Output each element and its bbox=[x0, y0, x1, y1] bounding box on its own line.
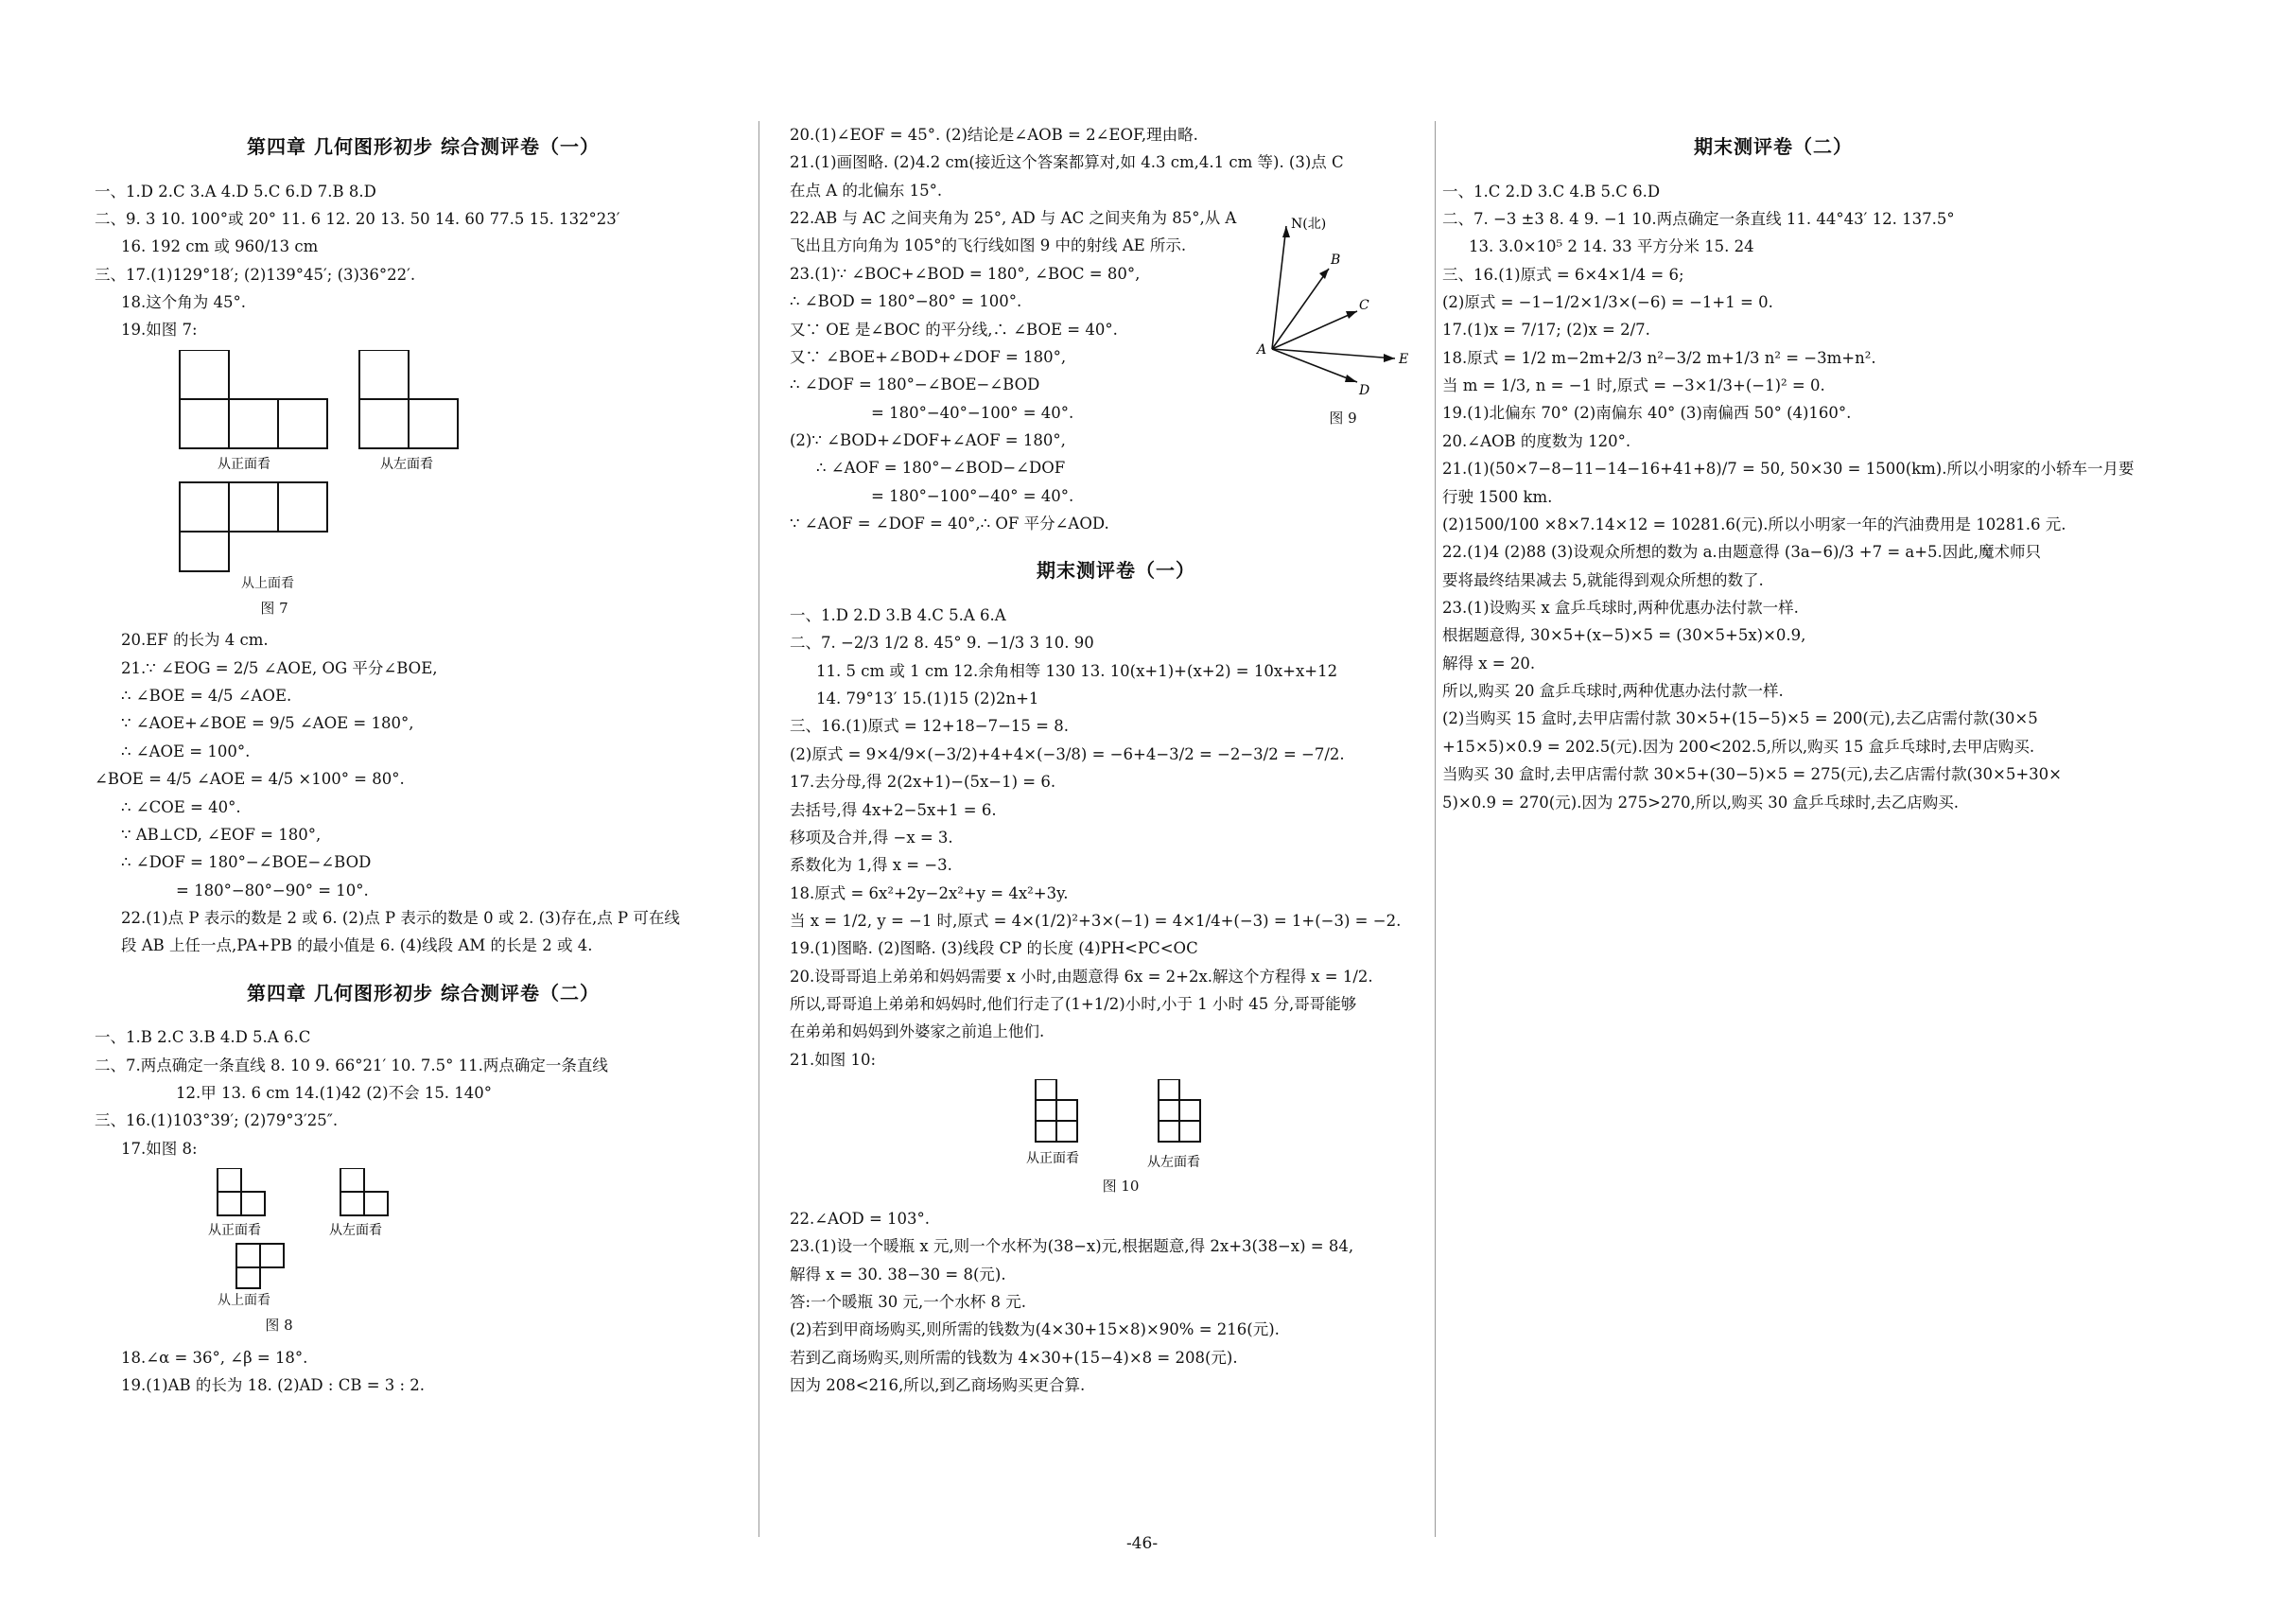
answer-line: 解得 x = 30. 38−30 = 8(元). bbox=[790, 1265, 1006, 1283]
figure-7-caption: 图 7 bbox=[260, 599, 288, 617]
answer-line: 当购买 30 盒时,去甲店需付款 30×5+(30−5)×5 = 275(元),去乙店需付款(30×5+30× bbox=[1442, 765, 2062, 784]
answer-line: 18.原式 = 6x²+2y−2x²+y = 4x²+3y. bbox=[790, 883, 1069, 902]
answer-line: 22.(1)点 P 表示的数是 2 或 6. (2)点 P 表示的数是 0 或 2. (3)存在,点 P 可在线 bbox=[121, 908, 680, 927]
section-title: 第四章 几何图形初步 综合测评卷（二） bbox=[247, 981, 600, 1004]
figure-9-label-c: C bbox=[1359, 298, 1369, 313]
answer-line: 21.(1)(50×7−8−11−14−16+41+8)/7 = 50, 50×30 = 1500(km).所以小明家的小轿车一月要 bbox=[1442, 460, 2135, 479]
answer-line: 三、16.(1)原式 = 12+18−7−15 = 8. bbox=[790, 717, 1069, 736]
answer-line: = 180°−80°−90° = 10°. bbox=[176, 881, 369, 899]
answer-line: 22.AB 与 AC 之间夹角为 25°, AD 与 AC 之间夹角为 85°,从 A bbox=[790, 209, 1237, 228]
figure-8-label-left: 从左面看 bbox=[329, 1223, 382, 1239]
answer-line: 要将最终结果减去 5,就能得到观众所想的数了. bbox=[1442, 570, 1764, 589]
answer-line: 二、7.两点确定一条直线 8. 10 9. 66°21′ 10. 7.5° 11.两点确定一条直线 bbox=[95, 1056, 608, 1074]
answer-line: 12.甲 13. 6 cm 14.(1)42 (2)不会 15. 140° bbox=[176, 1083, 493, 1102]
answer-line: 13. 3.0×10⁵ 2 14. 33 平方分米 15. 24 bbox=[1469, 237, 1754, 256]
answer-line: 三、16.(1)原式 = 6×4×1/4 = 6; bbox=[1442, 265, 1684, 284]
answer-line: 又∵ OE 是∠BOC 的平分线,∴ ∠BOE = 40°. bbox=[790, 320, 1118, 339]
answer-line: ∴ ∠BOE = 4/5 ∠AOE. bbox=[121, 687, 292, 706]
answer-line: ∴ ∠AOF = 180°−∠BOD−∠DOF bbox=[816, 459, 1066, 478]
answer-line: 17.(1)x = 7/17; (2)x = 2/7. bbox=[1442, 321, 1650, 340]
answer-line: 若到乙商场购买,则所需的钱数为 4×30+(15−4)×8 = 208(元). bbox=[790, 1348, 1238, 1367]
answer-line: 22.∠AOD = 103°. bbox=[790, 1209, 931, 1228]
answer-line: 一、1.B 2.C 3.B 4.D 5.A 6.C bbox=[95, 1028, 311, 1047]
figure-9 bbox=[1253, 217, 1433, 431]
answer-line: (2)若到甲商场购买,则所需的钱数为(4×30+15×8)×90% = 216(元). bbox=[790, 1320, 1280, 1339]
figure-8 bbox=[199, 1168, 752, 1338]
figure-7-label-front: 从正面看 bbox=[218, 456, 270, 472]
answer-line: 18.∠α = 36°, ∠β = 18°. bbox=[121, 1348, 308, 1367]
answer-line: 二、7. −3 ±3 8. 4 9. −1 10.两点确定一条直线 11. 44°43′ 12. 137.5° bbox=[1442, 209, 1955, 228]
answer-line: 19.(1)北偏东 70° (2)南偏东 40° (3)南偏西 50° (4)160°. bbox=[1442, 404, 1852, 423]
figure-7-label-left: 从左面看 bbox=[380, 456, 433, 472]
answer-line: 23.(1)∵ ∠BOC+∠BOD = 180°, ∠BOC = 80°, bbox=[790, 264, 1141, 283]
answer-line: 一、1.C 2.D 3.C 4.B 5.C 6.D bbox=[1442, 182, 1661, 201]
answer-line: 在点 A 的北偏东 15°. bbox=[790, 181, 943, 200]
answer-line: (2)原式 = 9×4/9×(−3/2)+4+4×(−3/8) = −6+4−3/2 = −2−3/2 = −7/2. bbox=[790, 744, 1345, 763]
answer-line: ∴ ∠AOE = 100°. bbox=[121, 742, 251, 760]
figure-9-label-north: N(北) bbox=[1291, 217, 1327, 232]
figure-7 bbox=[151, 350, 752, 621]
column-1 bbox=[95, 121, 752, 1399]
answer-line: 23.(1)设购买 x 盒乒乓球时,两种优惠办法付款一样. bbox=[1442, 598, 1799, 617]
answer-line: 三、17.(1)129°18′; (2)139°45′; (3)36°22′. bbox=[95, 265, 416, 284]
column-2 bbox=[790, 121, 1442, 1399]
figure-10-drawing bbox=[1026, 1079, 1234, 1174]
answer-line: ∴ ∠DOF = 180°−∠BOE−∠BOD bbox=[790, 375, 1040, 394]
answer-line: 19.如图 7: bbox=[121, 321, 198, 340]
figure-10-label-front: 从正面看 bbox=[1026, 1151, 1079, 1167]
page-number: -46- bbox=[1125, 1534, 1159, 1553]
answer-line: ∴ ∠COE = 40°. bbox=[121, 797, 241, 816]
section-title: 第四章 几何图形初步 综合测评卷（一） bbox=[247, 135, 600, 158]
figure-9-drawing bbox=[1253, 217, 1433, 406]
figure-7-label-top: 从上面看 bbox=[241, 575, 294, 591]
answer-line: 飞出且方向角为 105°的飞行线如图 9 中的射线 AE 所示. bbox=[790, 236, 1187, 255]
answer-line: 19.(1)图略. (2)图略. (3)线段 CP 的长度 (4)PH<PC<OC bbox=[790, 939, 1198, 958]
answer-block bbox=[790, 602, 1442, 1074]
figure-8-label-front: 从正面看 bbox=[208, 1223, 261, 1239]
answer-line: ∵ ∠AOE+∠BOE = 9/5 ∠AOE = 180°, bbox=[121, 714, 414, 733]
answer-line: 22.(1)4 (2)88 (3)设观众所想的数为 a.由题意得 (3a−6)/3 +7 = a+5.因此,魔术师只 bbox=[1442, 543, 2042, 562]
answer-line: 18.原式 = 1/2 m−2m+2/3 n²−3/2 m+1/3 n² = −3m+n². bbox=[1442, 348, 1876, 367]
section-title: 期末测评卷（二） bbox=[1694, 135, 1853, 158]
column-divider-1 bbox=[758, 121, 759, 1537]
answer-line: 当 x = 1/2, y = −1 时,原式 = 4×(1/2)²+3×(−1) = 4×1/4+(−3) = 1+(−3) = −2. bbox=[790, 911, 1402, 930]
answer-block bbox=[95, 178, 752, 344]
answer-line: 三、16.(1)103°39′; (2)79°3′25″. bbox=[95, 1111, 339, 1130]
answer-line: 17.去分母,得 2(2x+1)−(5x−1) = 6. bbox=[790, 773, 1056, 792]
answer-line: 段 AB 上任一点,PA+PB 的最小值是 6. (4)线段 AM 的长是 2 或 4. bbox=[121, 936, 593, 955]
figure-9-label-e: E bbox=[1399, 352, 1409, 367]
answer-line: ∠BOE = 4/5 ∠AOE = 4/5 ×100° = 80°. bbox=[95, 770, 405, 789]
answer-line: ∵ AB⊥CD, ∠EOF = 180°, bbox=[121, 825, 322, 844]
answer-line: 移项及合并,得 −x = 3. bbox=[790, 828, 953, 847]
section-title: 期末测评卷（一） bbox=[1037, 559, 1195, 583]
answer-line: 所以,哥哥追上弟弟和妈妈时,他们行走了(1+1/2)小时,小于 1 小时 45 分,哥哥能够 bbox=[790, 995, 1357, 1014]
answer-line: ∵ ∠AOF = ∠DOF = 40°,∴ OF 平分∠AOD. bbox=[790, 515, 1109, 533]
answer-line: 23.(1)设一个暖瓶 x 元,则一个水杯为(38−x)元,根据题意,得 2x+3(38−x) = 84, bbox=[790, 1237, 1354, 1256]
answer-line: 系数化为 1,得 x = −3. bbox=[790, 856, 952, 875]
answer-line: ∴ ∠BOD = 180°−80° = 100°. bbox=[790, 292, 1022, 311]
answer-line: 一、1.D 2.C 3.A 4.D 5.C 6.D 7.B 8.D bbox=[95, 182, 376, 201]
answer-line: 21.(1)画图略. (2)4.2 cm(接近这个答案都算对,如 4.3 cm,4.1 cm 等). (3)点 C bbox=[790, 153, 1344, 172]
answer-block bbox=[790, 1205, 1442, 1400]
answer-line: 20.∠AOB 的度数为 120°. bbox=[1442, 431, 1631, 450]
answer-line: 行驶 1500 km. bbox=[1442, 487, 1553, 506]
figure-9-label-b: B bbox=[1331, 253, 1341, 268]
figure-7-drawing bbox=[151, 350, 492, 572]
figure-10-caption: 图 10 bbox=[1102, 1178, 1140, 1196]
answer-line: 解得 x = 20. bbox=[1442, 654, 1536, 672]
answer-line: = 180°−40°−100° = 40°. bbox=[871, 403, 1074, 422]
answer-line: = 180°−100°−40° = 40°. bbox=[871, 486, 1074, 505]
answer-line: 因为 208<216,所以,到乙商场购买更合算. bbox=[790, 1375, 1086, 1394]
answer-line: 16. 192 cm 或 960/13 cm bbox=[121, 237, 319, 256]
figure-9-caption: 图 9 bbox=[1329, 410, 1357, 427]
figure-8-caption: 图 8 bbox=[265, 1316, 293, 1334]
answer-block bbox=[1442, 178, 2135, 816]
answer-line: 二、7. −2/3 1/2 8. 45° 9. −1/3 3 10. 90 bbox=[790, 634, 1094, 653]
answer-line: 19.(1)AB 的长为 18. (2)AD : CB = 3 : 2. bbox=[121, 1376, 426, 1394]
answer-line: 去括号,得 4x+2−5x+1 = 6. bbox=[790, 800, 997, 819]
answer-line: 20.设哥哥追上弟弟和妈妈需要 x 小时,由题意得 6x = 2+2x.解这个方程得 x = 1/2. bbox=[790, 967, 1373, 986]
answer-line: 20.(1)∠EOF = 45°. (2)结论是∠AOB = 2∠EOF,理由略. bbox=[790, 126, 1198, 144]
answer-block bbox=[95, 1344, 752, 1400]
answer-line: (2)原式 = −1−1/2×1/3×(−6) = −1+1 = 0. bbox=[1442, 293, 1773, 312]
answer-line: 5)×0.9 = 270(元).因为 275>270,所以,购买 30 盒乒乓球时,去乙店购买. bbox=[1442, 793, 1959, 812]
figure-10 bbox=[1026, 1079, 1442, 1199]
answer-line: 答:一个暖瓶 30 元,一个水杯 8 元. bbox=[790, 1292, 1027, 1311]
answer-line: 17.如图 8: bbox=[121, 1139, 198, 1158]
figure-8-drawing bbox=[199, 1168, 426, 1289]
figure-10-label-left: 从左面看 bbox=[1147, 1155, 1200, 1171]
answer-line: (2)当购买 15 盒时,去甲店需付款 30×5+(15−5)×5 = 200(元),去乙店需付款(30×5 bbox=[1442, 709, 2038, 728]
answer-line: (2)∵ ∠BOD+∠DOF+∠AOF = 180°, bbox=[790, 430, 1066, 449]
answer-line: +15×5)×0.9 = 202.5(元).因为 200<202.5,所以,购买 15 盒乒乓球时,去甲店购买. bbox=[1442, 737, 2035, 756]
answer-line: 一、1.D 2.D 3.B 4.C 5.A 6.A bbox=[790, 605, 1006, 624]
answer-line: 所以,购买 20 盒乒乓球时,两种优惠办法付款一样. bbox=[1442, 682, 1784, 701]
answer-line: 20.EF 的长为 4 cm. bbox=[121, 631, 269, 650]
answer-line: 又∵ ∠BOE+∠BOD+∠DOF = 180°, bbox=[790, 347, 1067, 366]
answer-line: 11. 5 cm 或 1 cm 12.余角相等 130 13. 10(x+1)+(x+2) = 10x+x+12 bbox=[816, 661, 1338, 680]
answer-block bbox=[95, 1023, 752, 1162]
column-3 bbox=[1442, 121, 2135, 816]
answer-block bbox=[95, 626, 752, 959]
answer-line: 当 m = 1/3, n = −1 时,原式 = −3×1/3+(−1)² = 0. bbox=[1442, 376, 1825, 395]
answer-line: (2)1500/100 ×8×7.14×12 = 10281.6(元).所以小明家一年的汽油费用是 10281.6 元. bbox=[1442, 515, 2066, 533]
answer-line: 21.如图 10: bbox=[790, 1050, 877, 1069]
answer-line: 二、9. 3 10. 100°或 20° 11. 6 12. 20 13. 50 14. 60 77.5 15. 132°23′ bbox=[95, 209, 620, 228]
answer-line: ∴ ∠DOF = 180°−∠BOE−∠BOD bbox=[121, 853, 372, 872]
figure-9-label-d: D bbox=[1359, 383, 1370, 398]
answer-line: 根据题意得, 30×5+(x−5)×5 = (30×5+5x)×0.9, bbox=[1442, 626, 1806, 645]
answer-line: 18.这个角为 45°. bbox=[121, 293, 246, 312]
figure-8-label-top: 从上面看 bbox=[218, 1293, 270, 1309]
answer-line: 在弟弟和妈妈到外婆家之前追上他们. bbox=[790, 1022, 1045, 1041]
answer-line: 14. 79°13′ 15.(1)15 (2)2n+1 bbox=[816, 690, 1039, 708]
answer-line: 21.∵ ∠EOG = 2/5 ∠AOE, OG 平分∠BOE, bbox=[121, 658, 438, 677]
figure-9-label-a: A bbox=[1257, 342, 1267, 358]
